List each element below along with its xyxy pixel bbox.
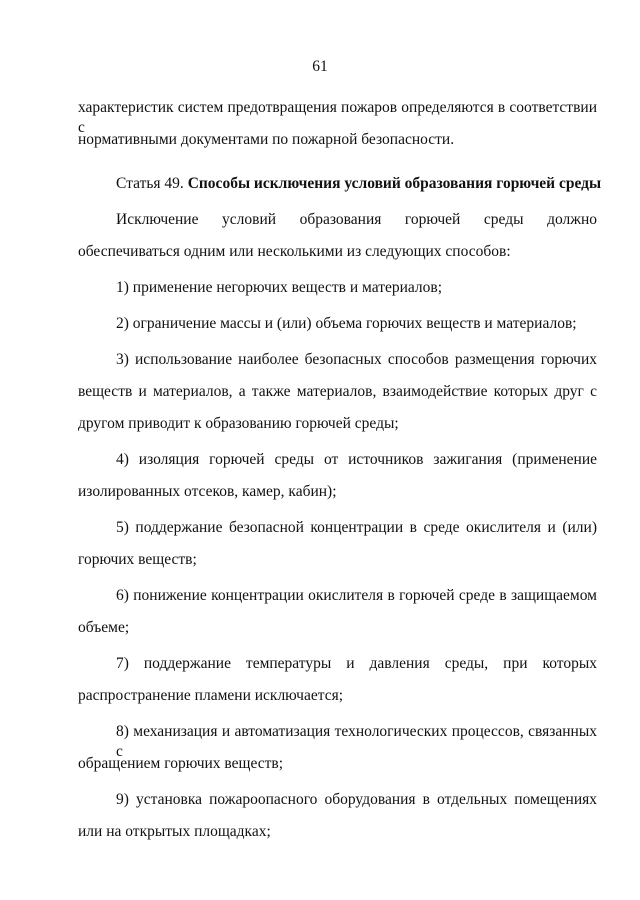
list-item: 6) понижение концентрации окислителя в горючей среде в защищаемом bbox=[116, 587, 597, 604]
list-item: 1) применение негорючих веществ и материалов; bbox=[116, 279, 443, 296]
list-item: 7) поддержание температуры и давления среды, при которых bbox=[116, 655, 597, 672]
text-line: или на открытых площадках; bbox=[78, 823, 271, 840]
article-heading bbox=[116, 174, 602, 194]
text-line: обращением горючих веществ; bbox=[78, 755, 283, 772]
text-line: веществ и материалов, а также материалов, взаимодействие которых друг с bbox=[78, 383, 597, 400]
list-item: 3) использование наиболее безопасных способов размещения горючих bbox=[116, 351, 597, 368]
list-item: 2) ограничение массы и (или) объема горючих веществ и материалов; bbox=[116, 315, 577, 332]
list-item: 5) поддержание безопасной концентрации в среде окислителя и (или) bbox=[116, 519, 597, 536]
text-line: нормативными документами по пожарной безопасности. bbox=[78, 131, 455, 148]
page-number: 61 bbox=[312, 58, 328, 75]
text-line: характеристик систем предотвращения пожаров определяются в соответствии с bbox=[78, 99, 597, 136]
text-line: изолированных отсеков, камер, кабин); bbox=[78, 483, 337, 500]
list-item: 9) установка пожароопасного оборудования в отдельных помещениях bbox=[116, 791, 597, 808]
text-line: горючих веществ; bbox=[78, 551, 197, 568]
text-line: Исключение условий образования горючей среды должно bbox=[116, 211, 597, 228]
text-line: другом приводит к образованию горючей среды; bbox=[78, 415, 399, 432]
text-line: обеспечиваться одним или несколькими из следующих способов: bbox=[78, 243, 511, 260]
list-item: 4) изоляция горючей среды от источников зажигания (применение bbox=[116, 451, 597, 468]
list-item: 8) механизация и автоматизация технологических процессов, связанных с bbox=[116, 723, 597, 760]
text-line: объеме; bbox=[78, 619, 130, 636]
article-number: Статья 49. bbox=[116, 175, 188, 192]
article-title: Способы исключения условий образования горючей среды bbox=[187, 175, 602, 192]
text-line: распространение пламени исключается; bbox=[78, 687, 344, 704]
